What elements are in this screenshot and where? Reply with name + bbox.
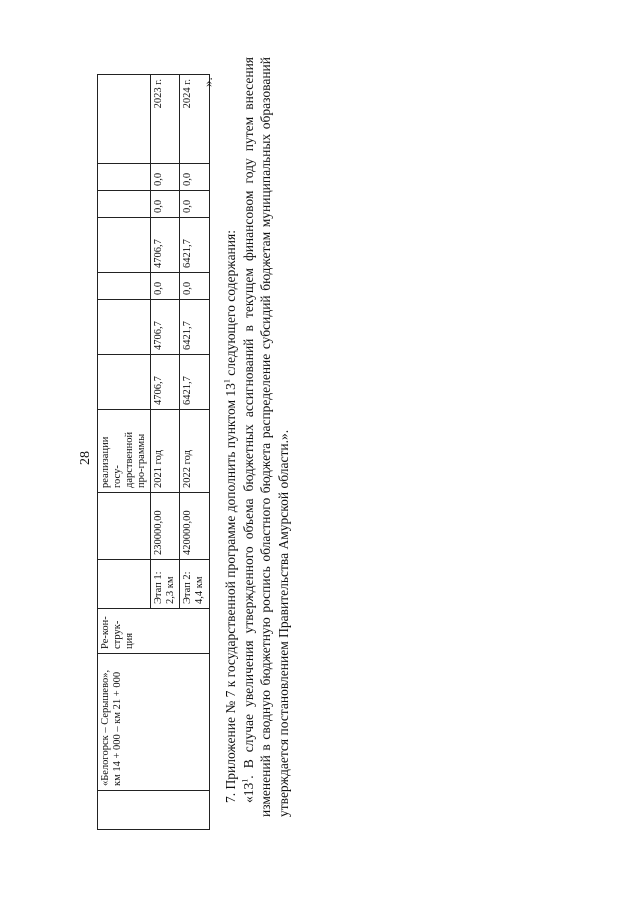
table-cell-period: 2022 год xyxy=(180,410,209,493)
table-cell-work-type: Ре-кон-струк-ция xyxy=(98,609,210,654)
table-cell-header-blank xyxy=(98,191,151,218)
table-cell-value: 4706,7 xyxy=(151,355,180,410)
table-cell-header-blank xyxy=(98,164,151,191)
table-cell-value: 6421,7 xyxy=(180,218,209,273)
table-cell-year: 2024 г. xyxy=(180,75,209,164)
table-cell-header-blank xyxy=(98,218,151,273)
paragraph-clause: «$13^1$. В случае увеличения утвержденного объема бюджетных ассигнований в текущем финансовом году путем внесения изменений в сводную бюджетную роспись областного бюджета распределение субсидий бюджетам муниципальных образований утверждается постановлением Правительства Амурской области.». xyxy=(240,57,291,817)
table-cell-stage: Этап 1: 2,3 км xyxy=(151,560,180,609)
table-cell-header-blank xyxy=(98,355,151,410)
table-row xyxy=(98,75,151,830)
table-cell-period: 2021 год xyxy=(151,410,180,493)
table-cell-header-blank xyxy=(98,273,151,300)
table-cell-value: 6421,7 xyxy=(180,355,209,410)
table-cell-blank xyxy=(98,791,210,830)
table-cell-header-blank xyxy=(98,493,151,560)
table-cell-amount: 420000,00 xyxy=(180,493,209,560)
table-cell-header-blank xyxy=(98,300,151,355)
table-cell-value: 0,0 xyxy=(151,273,180,300)
table-cell-value: 0,0 xyxy=(180,273,209,300)
table-cell-value: 0,0 xyxy=(151,191,180,218)
closing-mark: ». xyxy=(200,77,215,87)
table-cell-year: 2023 г. xyxy=(151,75,180,164)
paragraph-amendment: 7. Приложение № 7 к государственной программе дополнить пунктом $13^1$ следующего содержания: xyxy=(222,230,238,803)
page-number: 28 xyxy=(78,451,93,465)
table-cell-value: 6421,7 xyxy=(180,300,209,355)
table-cell-stage: Этап 2: 4,4 км xyxy=(180,560,209,609)
table-cell-amount: 230000,00 xyxy=(151,493,180,560)
table-cell-object: «Белогорск – Серышево», км 14 + 000 – км 21 + 000 xyxy=(98,654,210,791)
body-text xyxy=(222,57,292,817)
table-cell-value: 4706,7 xyxy=(151,218,180,273)
table-cell-value: 4706,7 xyxy=(151,300,180,355)
table-cell-header-blank xyxy=(98,75,151,164)
table-cell-value: 0,0 xyxy=(180,164,209,191)
table-cell-value: 0,0 xyxy=(151,164,180,191)
table-cell-header-note: реализации госу-дарственной про-граммы xyxy=(98,410,151,493)
program-table xyxy=(97,74,210,830)
table-cell-value: 0,0 xyxy=(180,191,209,218)
table-cell-header-blank xyxy=(98,560,151,609)
